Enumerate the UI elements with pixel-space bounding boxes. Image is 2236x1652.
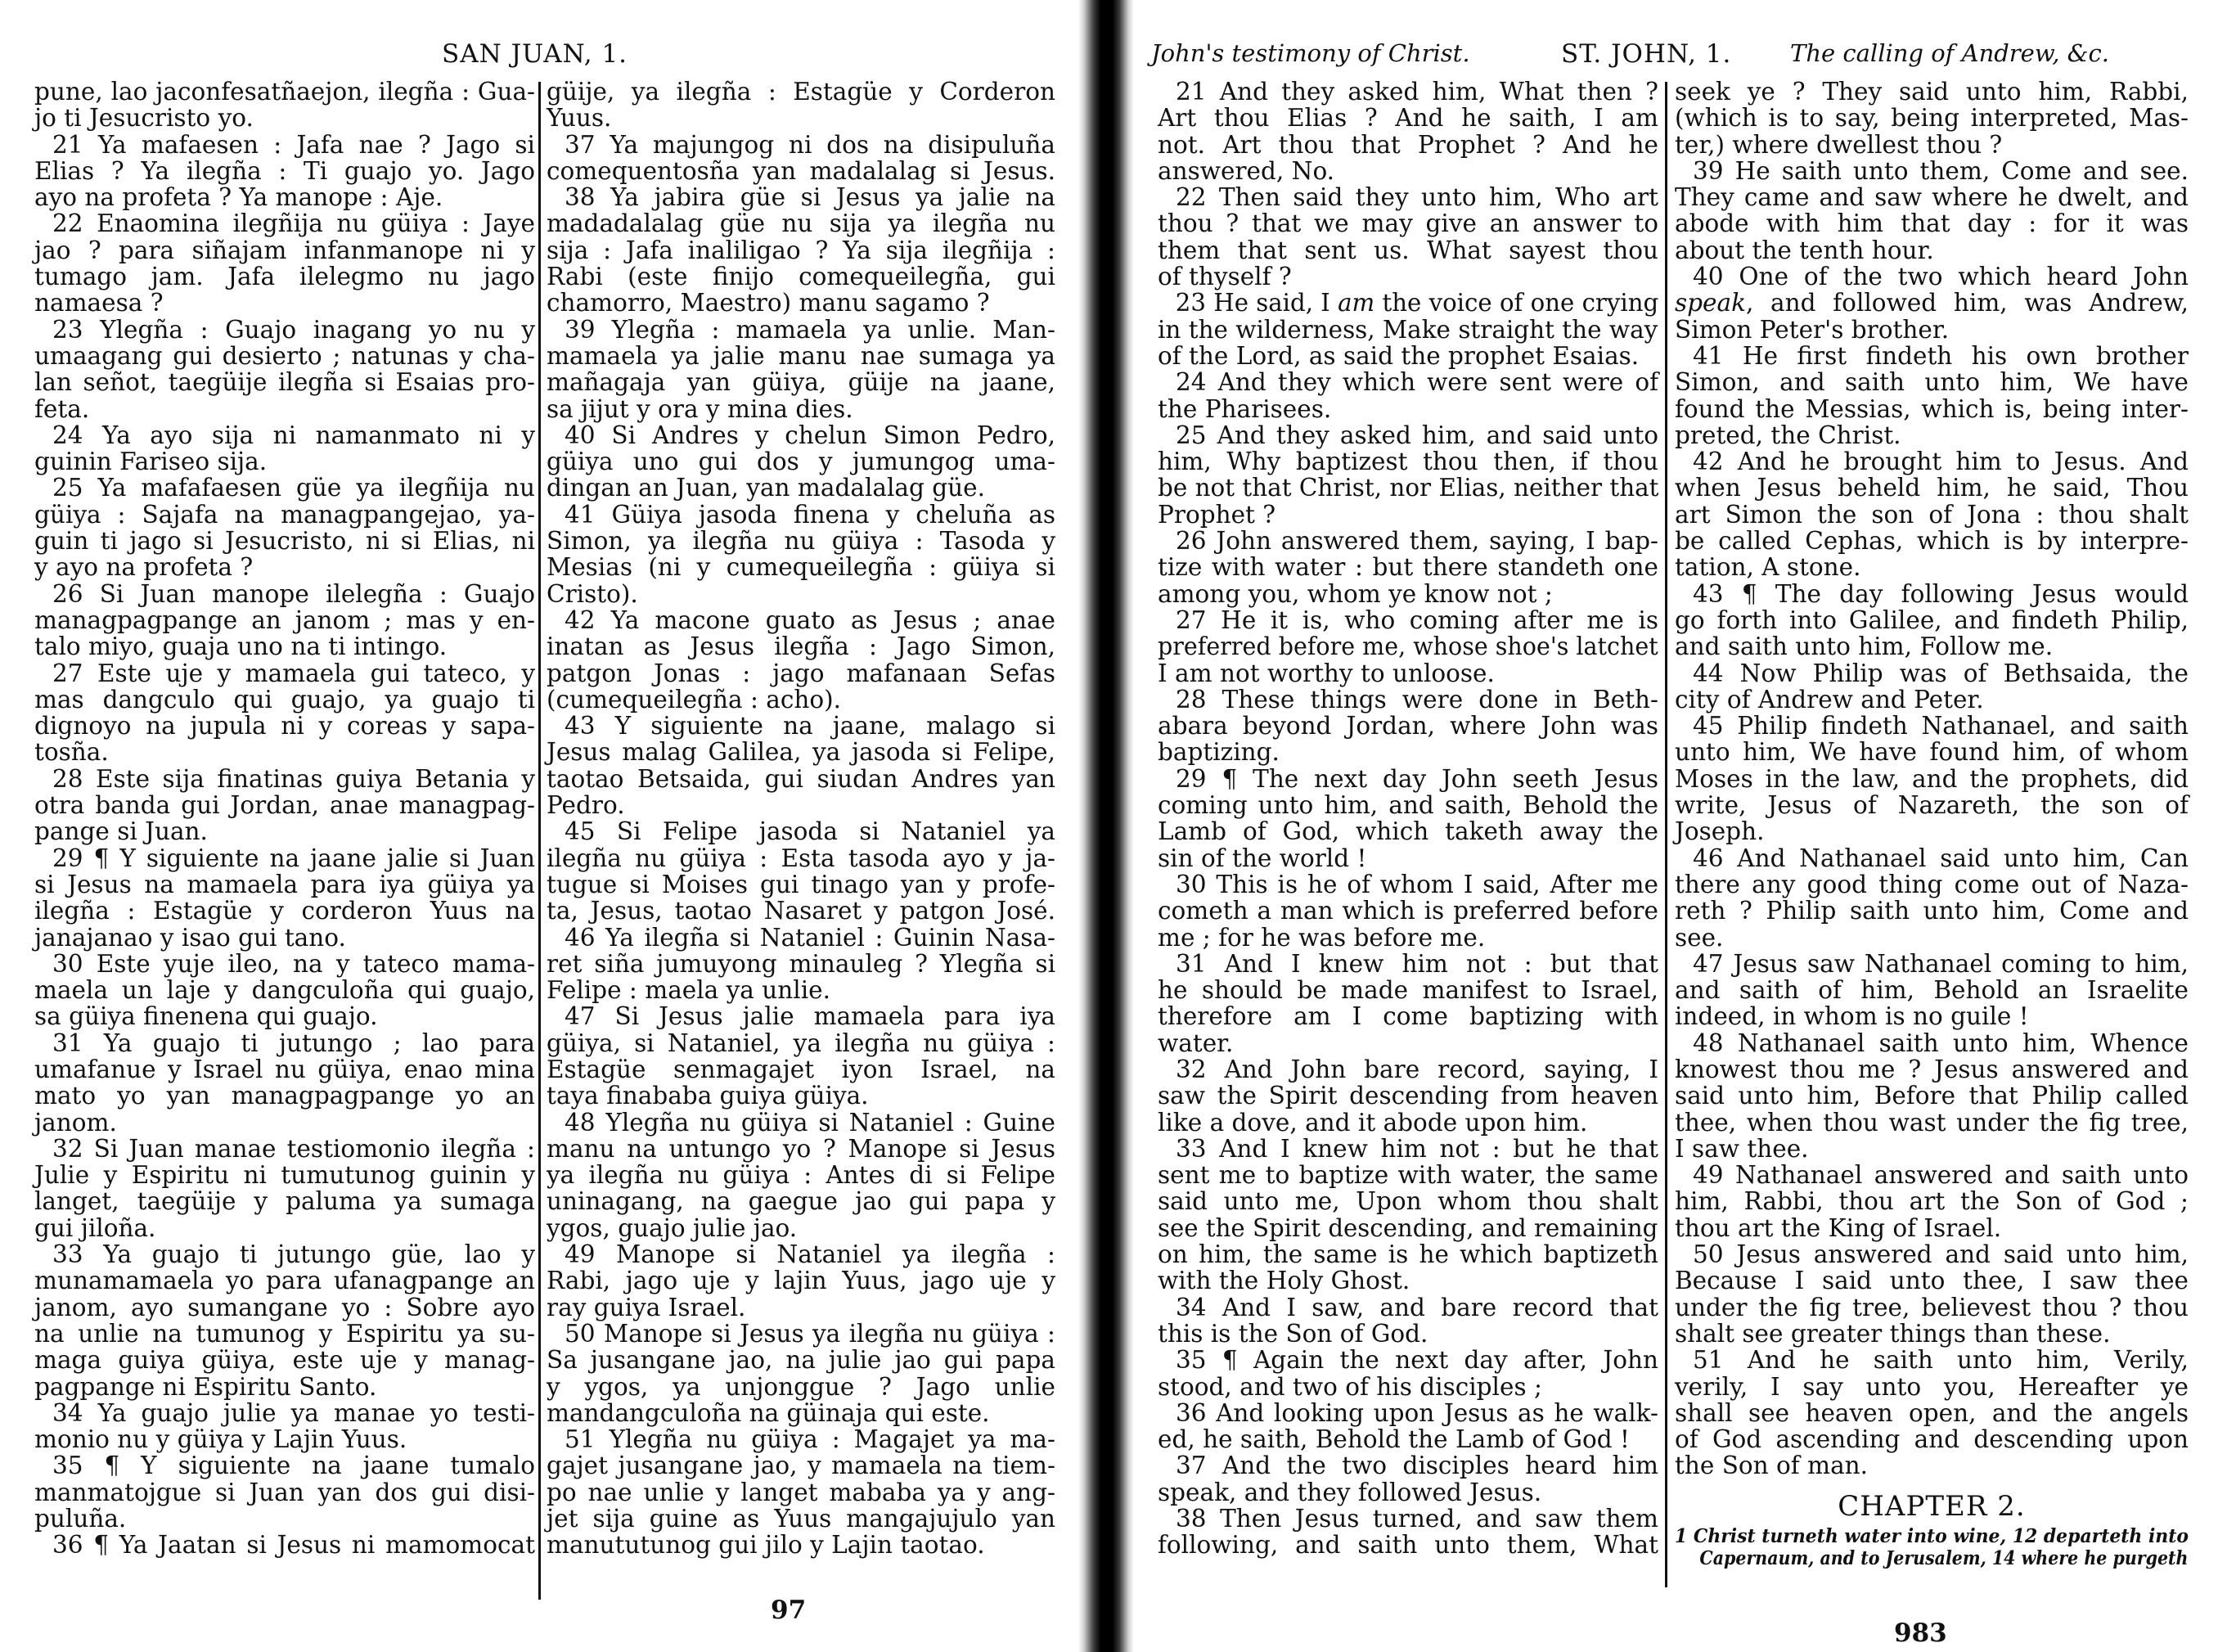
text-line: umaagang gui desierto ; natunas y cha- xyxy=(34,341,535,370)
verse-start-line: 36 And looking upon Jesus as he walk- xyxy=(1176,1398,1658,1427)
text-line: knowest thou me ? Jesus answered and xyxy=(1675,1055,2189,1083)
text-line: (which is to say, being interpreted, Mas- xyxy=(1675,104,2189,133)
verse-start-line: 21 Ya mafaesen : Jafa nae ? Jago si xyxy=(52,130,535,159)
text-line: ta, Jesus, taotao Nasaret y patgon José. xyxy=(547,897,1055,925)
text-line: madadalalag güe nu sija ya ilegña nu xyxy=(547,209,1055,238)
text-line: on him, the same is he which baptizeth xyxy=(1158,1240,1658,1269)
text-line: answered, No. xyxy=(1158,156,1335,185)
text-line: Lamb of God, which taketh away the xyxy=(1158,817,1658,846)
text-line: Art thou Elias ? And he saith, I am xyxy=(1158,104,1658,133)
text-line: about the tenth hour. xyxy=(1675,236,1934,264)
text-line: dignoyo na jupula ni y coreas y sapa- xyxy=(34,712,535,740)
verse-start-line: 31 Ya guajo ti jutungo ; lao para xyxy=(52,1029,535,1057)
text-line: puluña. xyxy=(34,1505,127,1533)
text-line: comequentosña yan madalalag si Jesus. xyxy=(547,156,1055,185)
text-line: and saith of him, Behold an Israelite xyxy=(1675,976,2189,1005)
text-line: found the Messias, which is, being inter- xyxy=(1675,394,2189,423)
verse-start-line: 46 Ya ilegña si Nataniel : Guinin Nasa- xyxy=(565,923,1055,952)
text-line: there any good thing come out of Naza- xyxy=(1675,870,2189,898)
text-line: ygos, guajo julie jao. xyxy=(547,1213,798,1242)
page-number: 97 xyxy=(771,1596,807,1625)
running-head-left: John's testimony of Christ. xyxy=(1151,39,1470,67)
text-line: y ayo na profeta ? xyxy=(34,553,254,582)
text-line: namaesa ? xyxy=(34,289,164,317)
text-line: baptizing. xyxy=(1158,738,1280,767)
text-line: pagpange ni Espiritu Santo. xyxy=(34,1372,377,1401)
verse-start-line: 30 Este yuje ileo, na y tateco mama- xyxy=(52,949,535,978)
text-line: maga guiya güiya, este uje y manag- xyxy=(34,1346,535,1375)
verse-start-line: 30 This is he of whom I said, After me xyxy=(1176,870,1658,898)
text-line: speak, and they followed Jesus. xyxy=(1158,1478,1542,1506)
text-line: güije, ya ilegña : Estagüe y Corderon xyxy=(547,78,1055,106)
text-line: mas dangculo qui guajo, ya guajo ti xyxy=(34,685,535,713)
text-line: of the Lord, as said the prophet Esaias. xyxy=(1158,341,1640,370)
text-line: saw the Spirit descending from heaven xyxy=(1158,1082,1658,1110)
text-line: be not that Christ, nor Elias, neither that xyxy=(1158,474,1659,502)
text-line: of thyself ? xyxy=(1158,263,1292,291)
text-line: managpagpange an janom ; mas y en- xyxy=(34,605,535,634)
page-number: 983 xyxy=(1894,1618,1947,1648)
text-line: sa jijut y ora y mina dies. xyxy=(547,394,853,423)
text-line: them that sent us. What sayest thou xyxy=(1158,236,1658,264)
text-line: umafanue y Israel nu güiya, enao mina xyxy=(34,1055,535,1083)
verse-start-line: 48 Nathanael saith unto him, Whence xyxy=(1693,1029,2189,1057)
text-line: They came and saw where he dwelt, and xyxy=(1675,183,2189,212)
text-line: Rabi, jago uje y lajin Yuus, jago uje y xyxy=(547,1267,1055,1295)
text-line: mamaela ya jalie manu nae sumaga ya xyxy=(547,341,1055,370)
text-line: with the Holy Ghost. xyxy=(1158,1267,1410,1295)
verse-start-line: 47 Jesus saw Nathanael coming to him, xyxy=(1693,949,2189,978)
text-line: Simon, ya ilegña nu güiya : Tasoda y xyxy=(547,527,1055,556)
text-line: otra banda gui Jordan, anae managpag- xyxy=(34,791,535,820)
verse-start-line: 26 Si Juan manope ilelegña : Guajo xyxy=(52,579,535,608)
text-line: tosña. xyxy=(34,738,109,767)
text-line: (cumequeilegña : acho). xyxy=(547,685,842,713)
text-line: Yuus. xyxy=(547,104,612,133)
text-line: sija : Jafa inaliligao ? Ya sija ilegñija : xyxy=(547,236,1055,264)
text-line: under the fig tree, believest thou ? thou xyxy=(1675,1293,2189,1321)
text-column-2 xyxy=(547,79,1055,1559)
verse-start-line: 23 Ylegña : Guajo inagang yo nu y xyxy=(52,315,535,344)
text-line: ayo na profeta ? Ya manope : Aje. xyxy=(34,183,443,212)
text-column-1 xyxy=(34,79,535,1559)
text-line: Jesus malag Galilea, ya jasoda si Felipe, xyxy=(547,738,1055,767)
text-line: go forth into Galilee, and findeth Philip, xyxy=(1675,605,2189,634)
text-line: y ygos, ya unjonggue ? Jago unlie xyxy=(547,1372,1055,1401)
text-line: si Jesus na mamaela para iya güiya ya xyxy=(34,870,535,898)
text-line: this is the Son of God. xyxy=(1158,1319,1428,1348)
text-line: Felipe : maela ya unlie. xyxy=(547,976,830,1005)
text-line: abara beyond Jordan, where John was xyxy=(1158,712,1658,740)
verse-start-line: 47 Si Jesus jalie mamaela para iya xyxy=(565,1002,1055,1031)
text-line: thou art the King of Israel. xyxy=(1675,1213,2002,1242)
text-line: Elias ? Ya ilegña : Ti guajo yo. Jago xyxy=(34,156,535,185)
verse-start-line: 32 And John bare record, saying, I xyxy=(1176,1055,1658,1083)
text-line: taya finababa guiya güiya. xyxy=(547,1082,869,1110)
text-line: preted, the Christ. xyxy=(1675,421,1901,449)
running-head-center: ST. JOHN, 1. xyxy=(1561,39,1732,69)
text-line: sent me to baptize with water, the same xyxy=(1158,1161,1658,1190)
verse-start-line: 27 He it is, who coming after me is xyxy=(1176,605,1658,634)
text-line: of God ascending and descending upon xyxy=(1675,1425,2189,1454)
text-line: Pedro. xyxy=(547,791,625,820)
verse-start-line: 40 One of the two which heard John xyxy=(1693,263,2189,291)
text-line: seek ye ? They said unto him, Rabbi, xyxy=(1675,78,2189,106)
verse-start-line: 25 And they asked him, and said unto xyxy=(1176,421,1658,449)
verse-start-line: 23 He said, I am the voice of one crying xyxy=(1175,289,1659,317)
right-page xyxy=(1133,0,2236,1652)
verse-start-line: 50 Jesus answered and said unto him, xyxy=(1693,1240,2189,1269)
text-line: gui jiloña. xyxy=(34,1213,156,1242)
verse-start-line: 37 And the two disciples heard him xyxy=(1176,1452,1658,1480)
verse-start-line: 27 Este uje y mamaela gui tateco, y xyxy=(52,659,535,687)
chapter-heading: CHAPTER 2. xyxy=(1838,1489,2026,1523)
text-line: inatan as Jesus ilegña : Jago Simon, xyxy=(547,632,1055,661)
text-line: langet, taegüije y paluma ya sumaga xyxy=(34,1187,535,1216)
verse-start-line: 33 Ya guajo ti jutungo güe, lao y xyxy=(52,1240,535,1269)
text-line: speak, and followed him, was Andrew, xyxy=(1675,289,2189,317)
text-line: when Jesus beheld him, he said, Thou xyxy=(1675,474,2189,502)
text-line: Sa jusangane jao, na julie jao gui papa xyxy=(547,1346,1055,1375)
text-line: Prophet ? xyxy=(1158,500,1276,529)
text-column-3 xyxy=(1158,79,1658,1559)
text-line: güiya uno gui dos y jumungog uma- xyxy=(547,448,1055,476)
text-line: and saith unto him, Follow me. xyxy=(1675,632,2054,661)
verse-start-line: 41 Güiya jasoda finena y cheluña as xyxy=(565,500,1055,529)
text-line: ilegña nu güiya : Esta tasoda ayo y ja- xyxy=(547,844,1055,872)
verse-start-line: 39 Ylegña : mamaela ya unlie. Man- xyxy=(565,315,1055,344)
text-line: city of Andrew and Peter. xyxy=(1675,685,1984,713)
verse-start-line: 22 Enaomina ilegñija nu güiya : Jaye xyxy=(52,209,535,238)
verse-start-line: 28 Este sija finatinas guiya Betania y xyxy=(52,764,535,793)
chapter-summary-line: 1 Christ turneth water into wine, 12 departeth into xyxy=(1675,1524,2189,1547)
text-line: Simon, and saith unto him, We have xyxy=(1675,368,2189,397)
text-line: verily, I say unto you, Hereafter ye xyxy=(1675,1372,2189,1401)
verse-start-line: 44 Now Philip was of Bethsaida, the xyxy=(1693,659,2189,687)
text-line: tugue si Moises gui tinago yan y profe- xyxy=(547,870,1055,898)
text-line: him, Why baptizest thou then, if thou xyxy=(1158,448,1658,476)
text-line: art Simon the son of Jona : thou shalt xyxy=(1675,500,2189,529)
verse-start-line: 40 Si Andres y chelun Simon Pedro, xyxy=(565,421,1055,449)
verse-start-line: 43 ¶ The day following Jesus would xyxy=(1693,579,2189,608)
verse-start-line: 42 And he brought him to Jesus. And xyxy=(1693,448,2189,476)
verse-start-line: 31 And I knew him not : but that xyxy=(1176,949,1658,978)
text-line: mandangculoña na güinaja qui este. xyxy=(547,1398,990,1427)
text-line: Moses in the law, and the prophets, did xyxy=(1675,764,2189,793)
text-line: ter,) where dwellest thou ? xyxy=(1675,130,2003,159)
text-line: feta. xyxy=(34,394,90,423)
text-line: Cristo). xyxy=(547,579,638,608)
text-line: Mesias (ni y cumequeilegña : güiya si xyxy=(547,553,1055,582)
text-line: taotao Betsaida, gui siudan Andres yan xyxy=(547,764,1055,793)
text-line: manututunog gui jilo y Lajin taotao. xyxy=(547,1531,985,1560)
chapter-summary-line: Capernaum, and to Jerusalem, 14 where he purgeth xyxy=(1699,1546,2189,1569)
text-line: not. Art thou that Prophet ? And he xyxy=(1158,130,1658,159)
text-line: munamamaela yo para ufanagpange an xyxy=(34,1267,535,1295)
verse-start-line: 34 And I saw, and bare record that xyxy=(1176,1293,1658,1321)
text-line: janom. xyxy=(34,1108,117,1137)
text-line: talo miyo, guaja uno na ti intingo. xyxy=(34,632,448,661)
text-line: he should be made manifest to Israel, xyxy=(1158,976,1658,1005)
verse-start-line: 28 These things were done in Beth- xyxy=(1176,685,1658,713)
book-gutter xyxy=(1078,0,1134,1652)
verse-start-line: 21 And they asked him, What then ? xyxy=(1176,78,1658,106)
text-line: I am not worthy to unloose. xyxy=(1158,659,1495,687)
verse-start-line: 38 Then Jesus turned, and saw them xyxy=(1176,1505,1658,1533)
text-line: Rabi (este finijo comequeilegña, gui xyxy=(547,263,1055,291)
text-line: stood, and two of his disciples ; xyxy=(1158,1372,1542,1401)
text-line: said unto me, Upon whom thou shalt xyxy=(1158,1187,1658,1216)
text-line: ilegña : Estagüe y corderon Yuus na xyxy=(34,897,535,925)
running-head: SAN JUAN, 1. xyxy=(442,39,628,69)
text-line: coming unto him, and saith, Behold the xyxy=(1158,791,1658,820)
text-line: in the wilderness, Make straight the way xyxy=(1158,315,1658,344)
text-line: write, Jesus of Nazareth, the son of xyxy=(1675,791,2189,820)
verse-start-line: 45 Si Felipe jasoda si Nataniel ya xyxy=(565,817,1055,846)
text-line: shalt see greater things than these. xyxy=(1675,1319,2111,1348)
verse-start-line: 41 He first findeth his own brother xyxy=(1693,341,2189,370)
text-line: thee, when thou wast under the fig tree, xyxy=(1675,1108,2189,1137)
column-divider xyxy=(538,82,541,1600)
text-line: patgon Jonas : jago mafanaan Sefas xyxy=(547,659,1055,687)
text-line: guinin Fariseo sija. xyxy=(34,448,268,476)
text-line: Because I said unto thee, I saw thee xyxy=(1675,1267,2189,1295)
text-line: guin ti jago si Jesucristo, ni si Elias, ni xyxy=(34,527,535,556)
text-line: ed, he saith, Behold the Lamb of God ! xyxy=(1158,1425,1630,1454)
text-line: Estagüe senmagajet iyon Israel, na xyxy=(547,1055,1055,1083)
verse-start-line: 29 ¶ Y siguiente na jaane jalie si Juan xyxy=(52,844,535,872)
verse-start-line: 49 Nathanael answered and saith unto xyxy=(1693,1161,2189,1190)
text-line: janom, ayo sumangane yo : Sobre ayo xyxy=(34,1293,535,1321)
text-line: tation, A stone. xyxy=(1675,553,1861,582)
text-line: jo ti Jesucristo yo. xyxy=(34,104,254,133)
text-line: güiya, si Nataniel, ya ilegña nu güiya : xyxy=(547,1029,1055,1057)
text-line: manu na untungo yo ? Manope si Jesus xyxy=(547,1134,1055,1163)
text-line: thou ? that we may give an answer to xyxy=(1158,209,1658,238)
text-line: jet sija guine as Yuus mangajujulo yan xyxy=(547,1505,1055,1533)
text-line: cometh a man which is preferred before xyxy=(1158,897,1658,925)
text-line: said unto him, Before that Philip called xyxy=(1675,1082,2189,1110)
text-line: chamorro, Maestro) manu sagamo ? xyxy=(547,289,990,317)
text-line: ray guiya Israel. xyxy=(547,1293,746,1321)
verse-start-line: 24 Ya ayo sija ni namanmato ni y xyxy=(52,421,535,449)
text-line: maela un laje y dangculoña qui guajo, xyxy=(34,976,535,1005)
text-line: mato yo yan managpagpange yo an xyxy=(34,1082,535,1110)
verse-start-line: 39 He saith unto them, Come and see. xyxy=(1693,156,2189,185)
verse-start-line: 35 ¶ Y siguiente na jaane tumalo xyxy=(52,1452,535,1480)
text-line: ret siña jumuyong minauleg ? Ylegña si xyxy=(547,949,1055,978)
text-line: Joseph. xyxy=(1675,817,1765,846)
text-line: ya ilegña nu güiya : Antes di si Felipe xyxy=(547,1161,1055,1190)
text-line: manmatojgue si Juan yan dos gui disi- xyxy=(34,1478,535,1506)
text-line: me ; for he was before me. xyxy=(1158,923,1486,952)
text-line: therefore am I come baptizing with xyxy=(1158,1002,1658,1031)
verse-start-line: 26 John answered them, saying, I bap- xyxy=(1176,527,1658,556)
verse-start-line: 46 And Nathanael said unto him, Can xyxy=(1693,844,2189,872)
text-line: see the Spirit descending, and remaining xyxy=(1158,1213,1658,1242)
text-line: following, and saith unto them, What xyxy=(1158,1531,1658,1560)
verse-start-line: 25 Ya mafafaesen güe ya ilegñija nu xyxy=(52,474,535,502)
text-line: unto him, We have found him, of whom xyxy=(1675,738,2189,767)
verse-start-line: 50 Manope si Jesus ya ilegña nu güiya : xyxy=(565,1319,1055,1348)
text-line: güiya : Sajafa na managpangejao, ya- xyxy=(34,500,535,529)
verse-start-line: 22 Then said they unto him, Who art xyxy=(1176,183,1658,212)
text-line: monio nu y güiya y Lajin Yuus. xyxy=(34,1425,407,1454)
text-line: him, Rabbi, thou art the Son of God ; xyxy=(1675,1187,2189,1216)
text-line: tize with water : but there standeth one xyxy=(1158,553,1658,582)
running-head-right: The calling of Andrew, &c. xyxy=(1790,39,2109,67)
text-line: sin of the world ! xyxy=(1158,844,1367,872)
column-divider xyxy=(1665,82,1667,1587)
verse-start-line: 29 ¶ The next day John seeth Jesus xyxy=(1176,764,1658,793)
text-line: mañagaja yan güiya, güije na jaane, xyxy=(547,368,1055,397)
text-line: Simon Peter's brother. xyxy=(1675,315,1950,344)
text-line: the Son of man. xyxy=(1675,1452,1869,1480)
text-line: dingan an Juan, yan madalalag güe. xyxy=(547,474,985,502)
text-line: reth ? Philip saith unto him, Come and xyxy=(1675,897,2189,925)
verse-start-line: 43 Y siguiente na jaane, malago si xyxy=(565,712,1055,740)
text-line: indeed, in whom is no guile ! xyxy=(1675,1002,2029,1031)
text-line: pune, lao jaconfesatñaejon, ilegña : Gua- xyxy=(34,78,535,106)
text-line: like a dove, and it abode upon him. xyxy=(1158,1108,1588,1137)
text-line: the Pharisees. xyxy=(1158,394,1332,423)
text-line: jao ? para siñajam infanmanope ni y xyxy=(34,236,535,264)
verse-start-line: 24 And they which were sent were of xyxy=(1176,368,1658,397)
text-line: uninagang, na gaegue jao gui papa y xyxy=(547,1187,1055,1216)
text-line: po nae unlie y langet mababa ya y ang- xyxy=(547,1478,1055,1506)
left-page xyxy=(0,0,1080,1652)
verse-start-line: 51 And he saith unto him, Verily, xyxy=(1693,1346,2189,1375)
text-line: sa güiya finenena qui guajo. xyxy=(34,1002,378,1031)
verse-start-line: 33 And I knew him not : but he that xyxy=(1176,1134,1658,1163)
verse-start-line: 51 Ylegña nu güiya : Magajet ya ma- xyxy=(565,1425,1055,1454)
text-line: water. xyxy=(1158,1029,1234,1057)
text-line: na unlie na tumunog y Espiritu ya su- xyxy=(34,1319,535,1348)
text-line: gajet jusangane jao, y mamaela na tiem- xyxy=(547,1452,1055,1480)
text-line: shall see heaven open, and the angels xyxy=(1675,1398,2189,1427)
text-line: see. xyxy=(1675,923,1724,952)
verse-start-line: 37 Ya majungog ni dos na disipuluña xyxy=(565,130,1055,159)
text-line: among you, whom ye know not ; xyxy=(1158,579,1553,608)
text-line: abode with him that day : for it was xyxy=(1675,209,2189,238)
text-line: tumago jam. Jafa ilelegmo nu jago xyxy=(34,263,535,291)
verse-start-line: 36 ¶ Ya Jaatan si Jesus ni mamomocat xyxy=(52,1531,535,1560)
text-line: lan señot, taegüije ilegña si Esaias pro- xyxy=(34,368,535,397)
text-line: preferred before me, whose shoe's latchet xyxy=(1158,632,1658,661)
text-column-4 xyxy=(1675,79,2189,1569)
text-line: pange si Juan. xyxy=(34,817,208,846)
verse-start-line: 34 Ya guajo julie ya manae yo testi- xyxy=(52,1398,535,1427)
verse-start-line: 45 Philip findeth Nathanael, and saith xyxy=(1693,712,2189,740)
text-line: Julie y Espiritu ni tumutunog guinin y xyxy=(34,1161,535,1190)
text-line: I saw thee. xyxy=(1675,1134,1809,1163)
text-line: be called Cephas, which is by interpre- xyxy=(1675,527,2189,556)
text-line: janajanao y isao gui tano. xyxy=(34,923,346,952)
verse-start-line: 49 Manope si Nataniel ya ilegña : xyxy=(565,1240,1055,1269)
verse-start-line: 48 Ylegña nu güiya si Nataniel : Guine xyxy=(565,1108,1055,1137)
verse-start-line: 38 Ya jabira güe si Jesus ya jalie na xyxy=(565,183,1055,212)
verse-start-line: 35 ¶ Again the next day after, John xyxy=(1176,1346,1658,1375)
verse-start-line: 32 Si Juan manae testiomonio ilegña : xyxy=(52,1134,535,1163)
verse-start-line: 42 Ya macone guato as Jesus ; anae xyxy=(565,605,1055,634)
